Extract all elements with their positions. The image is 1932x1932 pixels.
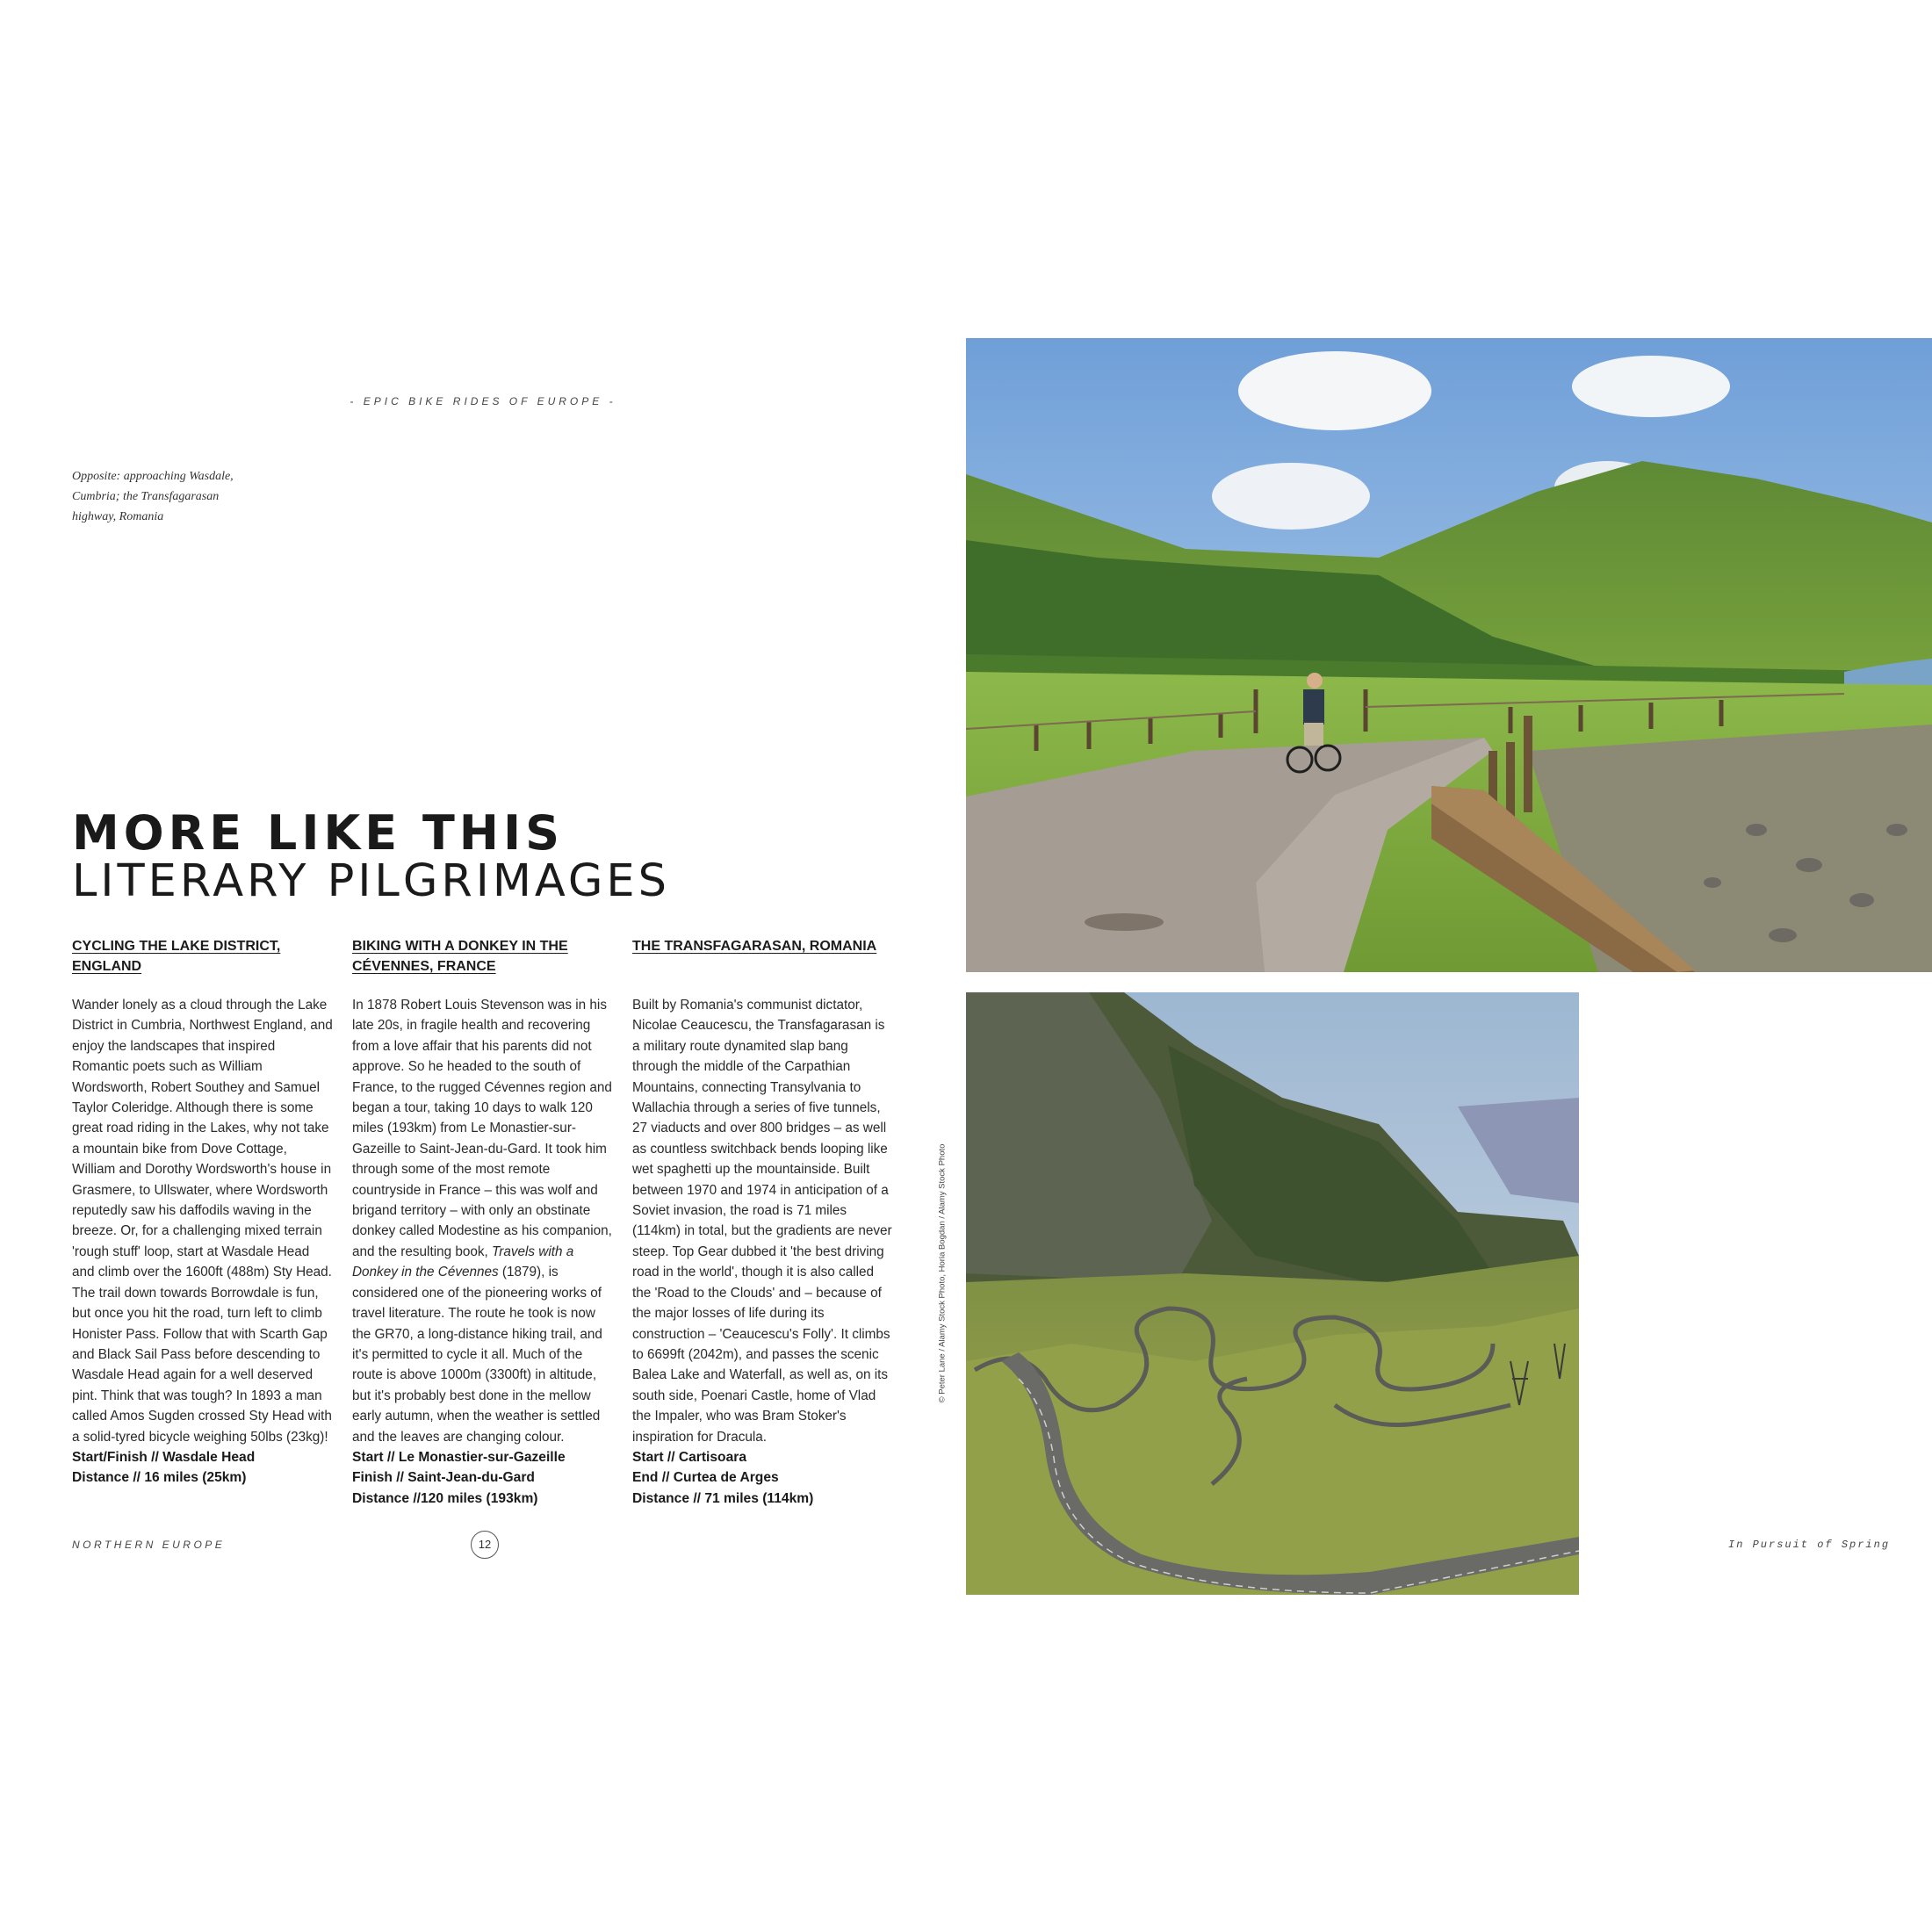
heading-line-1: MORE LIKE THIS <box>72 805 564 861</box>
body-text: (1879), is considered one of the pioneering works of travel literature. The route he took is now the GR70, a long-distance hiking trail, and it's permitted to cycle it all. Much of the route is above 1000m (3300ft) in altitude, but it's probably best done in the mellow early autumn, when the weather is settled and the leaves are changing colour. <box>352 1265 602 1445</box>
column-heading: CYCLING THE LAKE DISTRICT, ENGLAND <box>72 939 281 974</box>
article-column-lake-district <box>72 936 334 1489</box>
route-fact: Distance //120 miles (193km) <box>352 1490 538 1506</box>
column-heading: THE TRANSFAGARASAN, ROMANIA <box>632 939 877 954</box>
wasdale-landscape-image <box>966 338 1932 972</box>
route-fact: Distance // 16 miles (25km) <box>72 1470 247 1486</box>
route-fact: Start // Cartisoara <box>632 1449 746 1465</box>
column-heading: BIKING WITH A DONKEY IN THE CÉVENNES, FRANCE <box>352 939 568 974</box>
route-fact: Start/Finish // Wasdale Head <box>72 1449 256 1465</box>
column-body <box>352 995 614 1447</box>
route-facts <box>72 1447 334 1489</box>
article-column-cevennes <box>352 936 614 1509</box>
route-facts <box>352 1447 614 1509</box>
page-number: 12 <box>471 1531 499 1559</box>
section-heading <box>72 805 687 907</box>
transfagarasan-landscape-image <box>966 992 1579 1595</box>
route-fact: Distance // 71 miles (114km) <box>632 1490 814 1506</box>
heading-line-2: LITERARY PILGRIMAGES <box>72 855 670 907</box>
photo-credit-text: © Peter Lane / Alamy Stock Photo, Horia Bogdan / Alamy Stock Photo <box>937 1143 948 1403</box>
photo-transfagarasan <box>966 992 1579 1595</box>
column-body: Wander lonely as a cloud through the Lake District in Cumbria, Northwest England, and enjoy the landscapes that inspired Romantic poets such as William Wordsworth, Robert Southey and Samuel Taylor Coleridge. Although there is some great road riding in the Lakes, why not take a mountain bike from Dove Cottage, William and Dorothy Wordsworth's house in Grasmere, to Ullswater, where Wordsworth reputedly saw his daffodils waving in the breeze. Or, for a challenging mixed terrain 'rough stuff' loop, start at Wasdale Head and climb over the 1600ft (488m) Sty Head. The trail down towards Borrowdale is fun, but once you hit the road, turn left to climb Honister Pass. Follow that with Scarth Gap and Black Sail Pass before descending to Wasdale Head again for a well deserved pint. Think that was tough? In 1893 a man called Amos Sugden crossed Sty Head with a solid-tyred bicycle weighing 50lbs (23kg)! <box>72 998 333 1445</box>
route-fact: Finish // Saint-Jean-du-Gard <box>352 1470 535 1486</box>
footer-section-name: NORTHERN EUROPE <box>72 1539 226 1551</box>
book-title: Travels with a Donkey in the Cévennes <box>352 1244 574 1280</box>
article-column-transfagarasan <box>632 936 894 1509</box>
route-facts <box>632 1447 894 1509</box>
photo-credit <box>934 1143 951 1403</box>
photo-caption: Opposite: approaching Wasdale, Cumbria; the Transfagarasan highway, Romania <box>72 470 234 523</box>
column-body: Built by Romania's communist dictator, Nicolae Ceaucescu, the Transfagarasan is a military route dynamited slap bang through the middle of the Carpathian Mountains, connecting Transylvania to Wallachia through a series of five tunnels, 27 viaducts and over 800 bridges – as well as countless switchback bends looping like wet spaghetti up the mountainside. Built between 1970 and 1974 in anticipation of a Soviet invasion, the road is 71 miles (114km) in total, but the gradients are never steep. Top Gear dubbed it 'the best driving road in the world', though it is also called the 'Road to the Clouds' and – because of the major losses of life during its construction – 'Ceaucescu's Folly'. It climbs to 6699ft (2042m), and passes the scenic Balea Lake and Waterfall, as well as, on its south side, Poenari Castle, home of Vlad the Impaler, who was Bram Stoker's inspiration for Dracula. <box>632 998 892 1445</box>
running-head: - EPIC BIKE RIDES OF EUROPE - <box>350 395 616 407</box>
route-fact: Start // Le Monastier-sur-Gazeille <box>352 1449 566 1465</box>
footer-chapter-name: In Pursuit of Spring <box>1728 1539 1891 1551</box>
route-fact: End // Curtea de Arges <box>632 1470 779 1486</box>
body-text: In 1878 Robert Louis Stevenson was in his late 20s, in fragile health and recovering from a love affair that his parents did not approve. So he headed to the south of France, to the rugged Cévennes region and began a tour, taking 10 days to walk 120 miles (193km) from Le Monastier-sur-Gazeille to Saint-Jean-du-Gard. It took him through some of the most remote countryside in France – this was wolf and brigand territory – with only an obstinate donkey called Modestine as his companion, and the resulting book, <box>352 998 612 1259</box>
photo-wasdale-cyclist <box>966 338 1932 972</box>
